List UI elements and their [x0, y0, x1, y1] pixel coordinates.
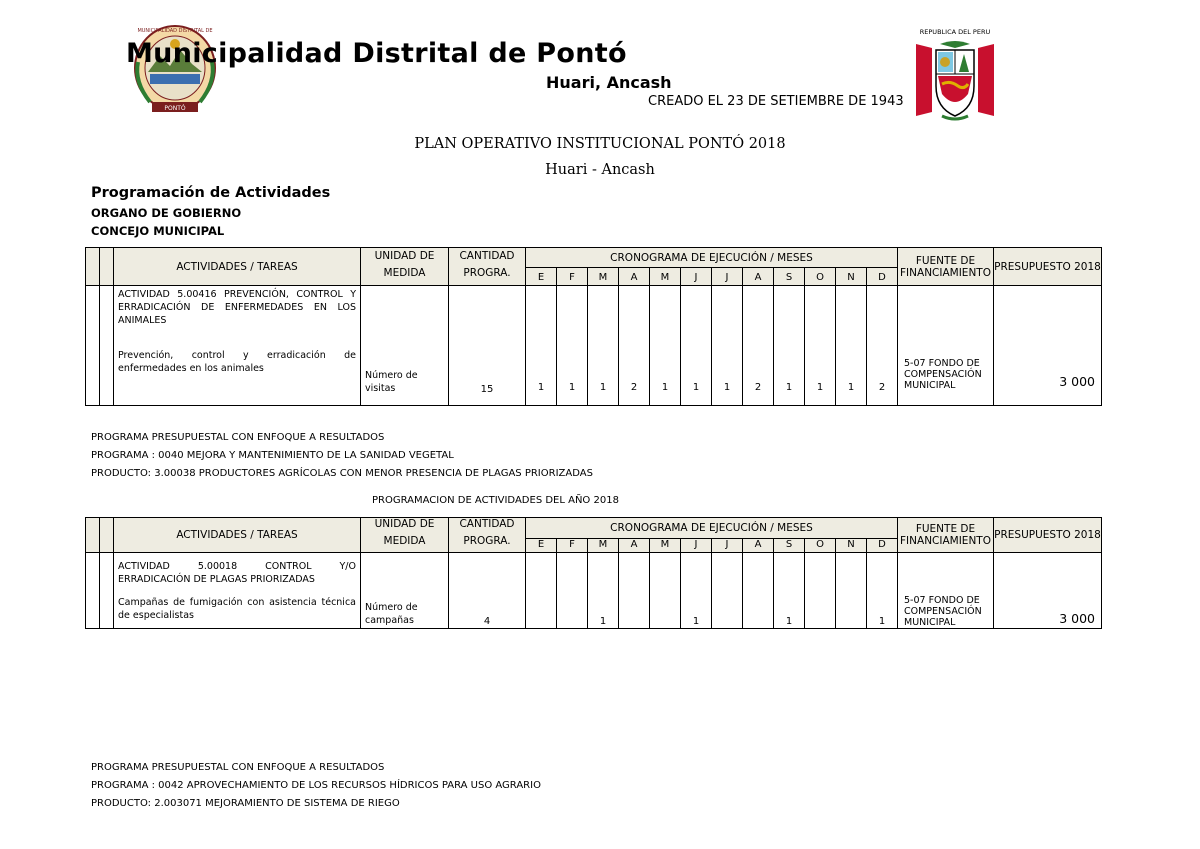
- month-header: M: [650, 268, 681, 286]
- product-note: PRODUCTO: 2.003071 MEJORAMIENTO DE SISTEMA DE RIEGO: [91, 798, 400, 809]
- month-value: 1: [836, 286, 867, 406]
- budget-header: PRESUPUESTO 2018: [994, 518, 1102, 553]
- plan-subtitle: Huari - Ancash: [545, 162, 655, 178]
- budget-program-note: PROGRAMA PRESUPUESTAL CON ENFOQUE A RESULTADOS: [91, 432, 385, 443]
- month-header: A: [743, 538, 774, 552]
- blank-header-cell: [100, 518, 114, 553]
- month-value: 1: [774, 286, 805, 406]
- month-header: M: [650, 538, 681, 552]
- location-subtitle: Huari, Ancash: [546, 73, 672, 92]
- month-header: F: [557, 268, 588, 286]
- month-value: 1: [588, 286, 619, 406]
- svg-text:MUNICIPALIDAD DISTRITAL DE: MUNICIPALIDAD DISTRITAL DE: [137, 28, 213, 34]
- programming-year-note: PROGRAMACION DE ACTIVIDADES DEL AÑO 2018: [372, 495, 619, 506]
- month-header: M: [588, 268, 619, 286]
- blank-cell: [86, 553, 100, 629]
- month-header: O: [805, 268, 836, 286]
- month-header: F: [557, 538, 588, 552]
- month-header: S: [774, 268, 805, 286]
- month-value: 1: [588, 553, 619, 629]
- organ-label: ORGANO DE GOBIERNO: [91, 206, 242, 220]
- municipal-seal-logo: [130, 22, 220, 118]
- unit-header: UNIDAD DE MEDIDA: [361, 248, 449, 286]
- month-value: 1: [557, 286, 588, 406]
- activity-name: ACTIVIDAD 5.00416 PREVENCIÓN, CONTROL Y ERRADICACIÓN DE ENFERMEDADES EN LOS ANIMALES: [118, 289, 356, 326]
- section-heading: Programación de Actividades: [91, 185, 331, 201]
- blank-header-cell: [86, 248, 100, 286]
- blank-cell: [100, 286, 114, 406]
- activity-name: ACTIVIDAD 5.00018 CONTROL Y/O ERRADICACIÓN DE PLAGAS PRIORIZADAS: [118, 561, 356, 585]
- quantity-header: CANTIDAD PROGRA.: [449, 518, 526, 553]
- unit-cell: Número de campañas: [361, 553, 449, 629]
- month-value: 2: [743, 286, 774, 406]
- activity-cell: [114, 286, 361, 406]
- month-value: [712, 553, 743, 629]
- month-header: D: [867, 268, 898, 286]
- month-header: N: [836, 538, 867, 552]
- funding-header: FUENTE DE FINANCIAMIENTO: [898, 248, 994, 286]
- product-note: PRODUCTO: 3.00038 PRODUCTORES AGRÍCOLAS CON MENOR PRESENCIA DE PLAGAS PRIORIZADAS: [91, 468, 593, 479]
- month-header: J: [712, 268, 743, 286]
- svg-text:PONTÓ: PONTÓ: [164, 105, 186, 112]
- month-value: 1: [774, 553, 805, 629]
- program-note: PROGRAMA : 0042 APROVECHAMIENTO DE LOS RECURSOS HÍDRICOS PARA USO AGRARIO: [91, 780, 541, 791]
- month-header: J: [681, 538, 712, 552]
- budget-cell: 3 000: [994, 553, 1102, 629]
- funding-cell: 5-07 FONDO DE COMPENSACIÓN MUNICIPAL: [898, 286, 994, 406]
- municipality-title: Municipalidad Distrital de Pontó: [126, 38, 627, 69]
- quantity-cell: 15: [449, 286, 526, 406]
- activities-header: ACTIVIDADES / TAREAS: [114, 518, 361, 553]
- month-header: E: [526, 268, 557, 286]
- month-value: 1: [681, 286, 712, 406]
- month-value: [743, 553, 774, 629]
- budget-program-note: PROGRAMA PRESUPUESTAL CON ENFOQUE A RESULTADOS: [91, 762, 385, 773]
- month-value: 1: [650, 286, 681, 406]
- table-row: [86, 286, 1102, 406]
- task-name: Prevención, control y erradicación de enfermedades en los animales: [118, 350, 356, 374]
- creation-date: CREADO EL 23 DE SETIEMBRE DE 1943: [648, 94, 904, 109]
- peru-coat-of-arms-logo: [912, 24, 998, 124]
- month-value: 1: [867, 553, 898, 629]
- program-note: PROGRAMA : 0040 MEJORA Y MANTENIMIENTO DE LA SANIDAD VEGETAL: [91, 450, 454, 461]
- month-header: J: [681, 268, 712, 286]
- month-value: 1: [712, 286, 743, 406]
- month-value: 2: [619, 286, 650, 406]
- blank-header-cell: [86, 518, 100, 553]
- month-value: [650, 553, 681, 629]
- svg-text:REPUBLICA DEL PERU: REPUBLICA DEL PERU: [919, 28, 991, 36]
- month-header: E: [526, 538, 557, 552]
- funding-header: FUENTE DE FINANCIAMIENTO: [898, 518, 994, 553]
- month-value: 2: [867, 286, 898, 406]
- unit-header: UNIDAD DE MEDIDA: [361, 518, 449, 553]
- budget-header: PRESUPUESTO 2018: [994, 248, 1102, 286]
- month-value: 1: [805, 286, 836, 406]
- activities-header: ACTIVIDADES / TAREAS: [114, 248, 361, 286]
- blank-cell: [86, 286, 100, 406]
- month-value: [557, 553, 588, 629]
- table-row: [86, 553, 1102, 629]
- blank-cell: [100, 553, 114, 629]
- activities-table-1: [85, 247, 1102, 406]
- activities-table-2: [85, 517, 1102, 629]
- council-label: CONCEJO MUNICIPAL: [91, 224, 225, 238]
- month-header: D: [867, 538, 898, 552]
- activity-cell: [114, 553, 361, 629]
- plan-title: PLAN OPERATIVO INSTITUCIONAL PONTÓ 2018: [414, 136, 786, 152]
- quantity-cell: 4: [449, 553, 526, 629]
- month-header: A: [743, 268, 774, 286]
- unit-cell: Número de visitas: [361, 286, 449, 406]
- month-value: 1: [681, 553, 712, 629]
- blank-header-cell: [100, 248, 114, 286]
- schedule-header: CRONOGRAMA DE EJECUCIÓN / MESES: [526, 518, 898, 539]
- month-header: A: [619, 538, 650, 552]
- month-header: N: [836, 268, 867, 286]
- month-header: S: [774, 538, 805, 552]
- month-header: M: [588, 538, 619, 552]
- schedule-header: CRONOGRAMA DE EJECUCIÓN / MESES: [526, 248, 898, 268]
- month-value: [836, 553, 867, 629]
- month-value: [526, 553, 557, 629]
- quantity-header: CANTIDAD PROGRA.: [449, 248, 526, 286]
- budget-cell: 3 000: [994, 286, 1102, 406]
- month-value: [805, 553, 836, 629]
- month-header: J: [712, 538, 743, 552]
- month-header: A: [619, 268, 650, 286]
- month-header: O: [805, 538, 836, 552]
- task-name: Campañas de fumigación con asistencia técnica de especialistas: [118, 597, 356, 621]
- funding-cell: 5-07 FONDO DE COMPENSACIÓN MUNICIPAL: [898, 553, 994, 629]
- month-value: 1: [526, 286, 557, 406]
- month-value: [619, 553, 650, 629]
